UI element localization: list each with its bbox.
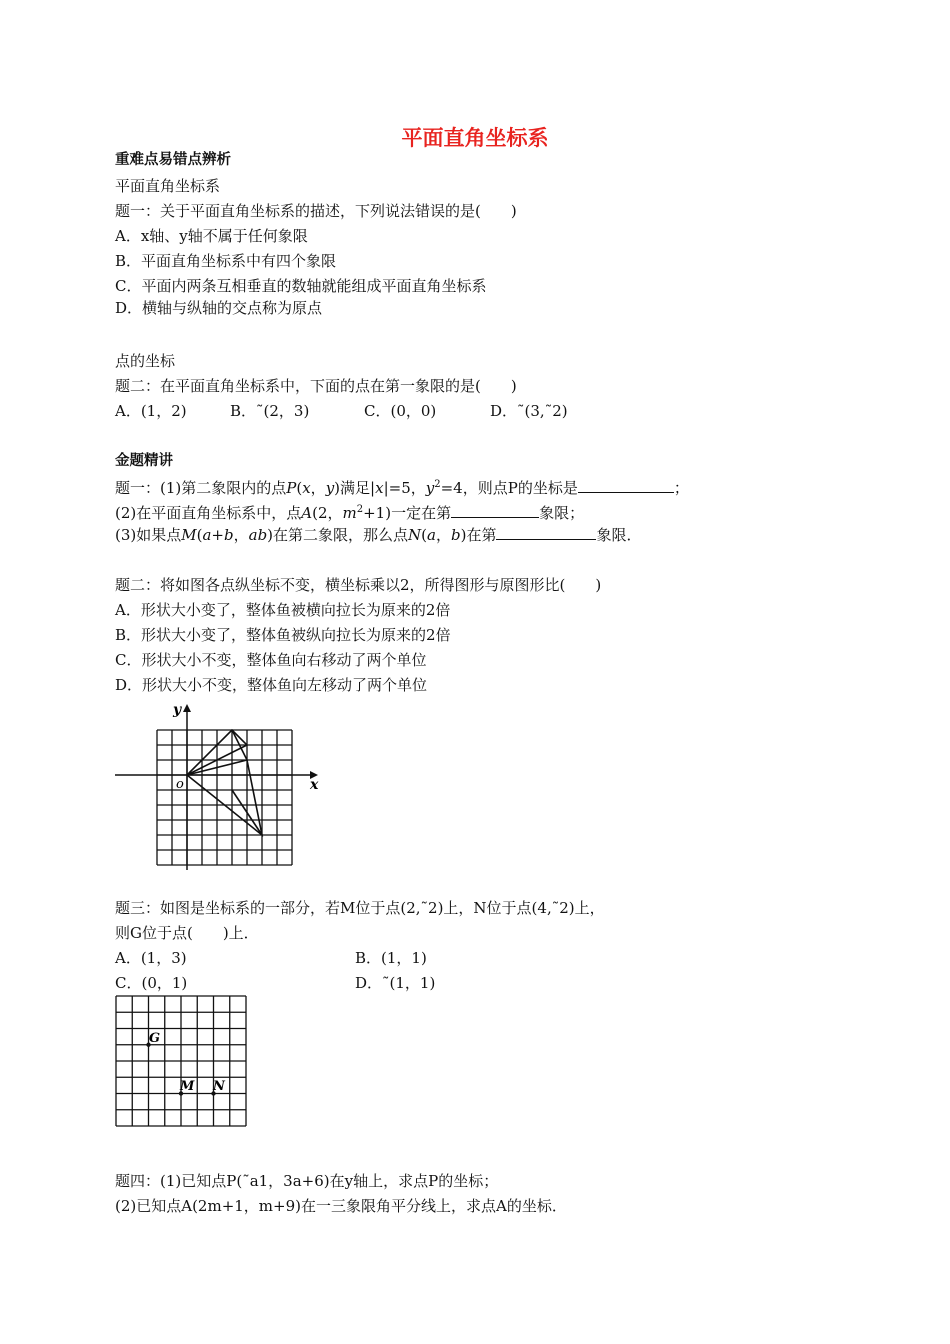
answer-blank[interactable] [578,478,674,493]
question-2-option-c: C．(0，0) [364,402,437,420]
lecture-q3-option-a: A．(1，3) [115,949,187,967]
fish-figure [110,700,340,875]
topic-coordinate-system: 平面直角坐标系 [115,177,221,195]
label-m: M [180,1079,195,1094]
question-1-stem: 题一：关于平面直角坐标系的描述，下列说法错误的是( ) [115,202,517,220]
lecture-q1-part3: (3)如果点M(a+b，ab)在第二象限，那么点N(a，b)在第 象限． [115,526,642,544]
question-1-option-b: B．平面直角坐标系中有四个象限 [115,252,337,270]
lecture-q3-option-b: B．(1，1) [355,949,427,967]
lecture-q3-option-c: C．(0，1) [115,974,188,992]
lecture-q2-option-b: B．形状大小变了，整体鱼被纵向拉长为原来的2倍 [115,626,451,644]
x-axis-label: x [310,777,319,793]
question-2-option-a: A．(1，2) [115,402,187,420]
lecture-q2-option-d: D．形状大小不变，整体鱼向左移动了两个单位 [115,676,428,694]
lecture-q2-option-c: C．形状大小不变，整体鱼向右移动了两个单位 [115,651,427,669]
question-1-option-d: D．横轴与纵轴的交点称为原点 [115,299,323,317]
page-title: 平面直角坐标系 [401,126,549,150]
question-1-option-c: C．平面内两条互相垂直的数轴就能组成平面直角坐标系 [115,277,487,295]
question-1-option-a: A．x轴、y轴不属于任何象限 [115,227,308,245]
lecture-q1-part1: 题一：(1)第二象限内的点P(x，y)满足|x|=5，$y^2=4$，则点P的坐标是 ； [115,479,689,497]
grid-figure-gmn [112,992,250,1128]
question-2-option-b: B．˜(2，3) [230,402,310,420]
y-axis-arrow-icon [183,704,191,712]
y-axis-label: y [173,702,182,718]
lecture-q2-option-a: A．形状大小变了，整体鱼被横向拉长为原来的2倍 [115,601,451,619]
lecture-q4-part2: (2)已知点A(2m+1，m+9)在一三象限角平分线上，求点A的坐标． [115,1197,567,1215]
section-heading-difficulties: 重难点易错点辨析 [115,152,231,168]
label-g: G [149,1031,161,1046]
topic-point-coordinates: 点的坐标 [115,352,176,370]
lecture-q1-part2: (2)在平面直角坐标系中，点A(2，$m^2+1$)一定在第 象限； [115,504,585,522]
origin-label: o [176,777,184,792]
label-n: N [213,1079,225,1094]
question-2-option-d: D．˜(3,˜2) [490,402,568,420]
answer-blank[interactable] [496,525,596,540]
section-heading-lecture: 金题精讲 [115,453,173,469]
lecture-q3-stem-line1: 题三：如图是坐标系的一部分，若M位于点(2,˜2)上，N位于点(4,˜2)上， [115,899,605,917]
lecture-q4-part1: 题四：(1)已知点P(˜a1，3a+6)在y轴上，求点P的坐标； [115,1172,499,1190]
question-2-stem: 题二：在平面直角坐标系中，下面的点在第一象限的是( ) [115,377,517,395]
answer-blank[interactable] [451,503,539,518]
lecture-q2-stem: 题二：将如图各点纵坐标不变，横坐标乘以2，所得图形与原图形比( ) [115,576,602,594]
lecture-q3-option-d: D．˜(1，1) [355,974,436,992]
lecture-q3-stem-line2: 则G位于点( )上． [115,924,259,942]
fish-shape [187,730,262,835]
